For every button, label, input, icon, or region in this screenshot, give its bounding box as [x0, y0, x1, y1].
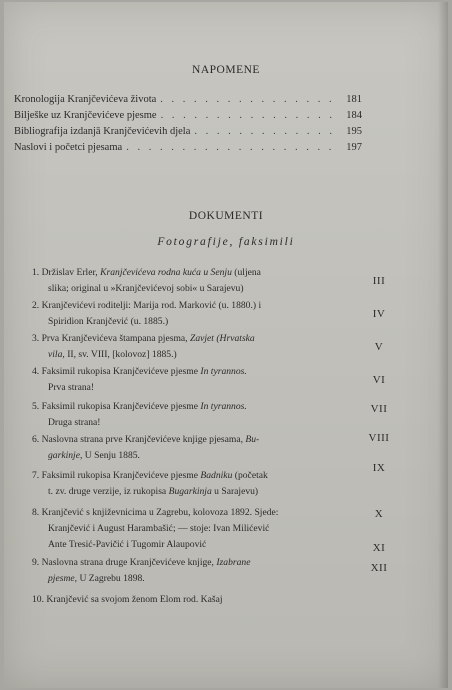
- entry-line: 8. Kranjčević s književnicima u Zagrebu, kolovoza 1892. Sjede:: [32, 507, 279, 518]
- entry-italic-text: pjesme: [48, 573, 75, 584]
- plate-number: XI: [372, 542, 386, 554]
- list-item: [32, 364, 352, 396]
- list-item: [32, 555, 352, 587]
- entry-line: Spiridion Kranjčević (u. 1885.): [48, 316, 169, 327]
- list-item: [32, 468, 352, 500]
- entry-line: [32, 448, 352, 464]
- entry-text: 7. Faksimil rukopisa Kranjčevićeve pjesme: [32, 470, 201, 481]
- toc-page-number: 184: [346, 110, 362, 121]
- entry-text: 9. Naslovna strana druge Kranjčevićeve knjige,: [32, 557, 217, 568]
- plate-number: IV: [372, 308, 386, 320]
- entry-italic-text: garkinje: [48, 450, 80, 461]
- entry-line: [32, 555, 352, 571]
- entry-text: 3. Prva Kranjčevićeva štampana pjesma,: [32, 333, 190, 344]
- entry-line: [32, 399, 352, 415]
- entry-italic-text: Kranjčevićeva rodna kuća u Senju: [100, 267, 232, 278]
- plate-number: IX: [372, 462, 386, 474]
- entry-line: slika; original u »Kranjčevićevoj sobi« u Sarajevu): [48, 283, 244, 294]
- toc-leader-dots: [161, 110, 340, 121]
- entry-line: Kranjčević i August Harambašić; — stoje: Ivan Milićević: [48, 523, 270, 534]
- entry-line: [32, 484, 352, 500]
- entry-text: 4. Faksimil rukopisa Kranjčevićeve pjesme: [32, 366, 201, 377]
- entry-text: 5. Faksimil rukopisa Kranjčevićeve pjesme: [32, 401, 201, 412]
- toc-row: [14, 126, 362, 140]
- toc-row: [14, 110, 362, 124]
- entry-text: , II, sv. VIII, [kolovoz] 1885.): [62, 349, 177, 360]
- entry-text: 1. Držislav Erler,: [32, 267, 101, 278]
- entry-italic-text: Zavjet (Hrvatska: [189, 333, 255, 344]
- toc-page-number: 181: [346, 94, 362, 105]
- entry-line: [32, 571, 352, 587]
- plate-number: VI: [372, 374, 386, 386]
- plate-number: VII: [370, 403, 388, 415]
- book-page: [4, 2, 448, 688]
- plate-number: III: [372, 275, 386, 287]
- toc-leader-dots: [194, 126, 340, 137]
- toc-title: Kronologija Kranjčevićeva života: [14, 94, 157, 105]
- entry-italic-text: Izabrane: [216, 557, 251, 568]
- toc-leader-dots: [126, 142, 340, 153]
- entry-text: 6. Naslovna strana prve Kranjčevićeve knjige pjesama,: [32, 434, 246, 445]
- napomene-heading: NAPOMENE: [192, 64, 260, 76]
- page-fold-shadow: [438, 2, 448, 688]
- toc-title: Bibliografija izdanjā Kranjčevićevih djela: [14, 126, 191, 137]
- plate-number: VIII: [368, 432, 390, 444]
- entry-line: Ante Tresić-Pavičić i Tugomir Alaupović: [48, 539, 207, 550]
- plate-number: XII: [370, 562, 388, 574]
- entry-text: (početak: [232, 470, 268, 481]
- entry-line: 2. Kranjčevićevi roditelji: Marija rod. Marković (u. 1880.) i: [32, 300, 262, 311]
- entry-italic-text: Bu-: [245, 434, 260, 445]
- entry-text: (uljena: [231, 267, 261, 278]
- dokumenti-heading: DOKUMENTI: [188, 210, 264, 222]
- list-item: [32, 592, 352, 608]
- toc-page-number: 197: [346, 142, 362, 153]
- entry-line: Prva strana!: [48, 382, 95, 393]
- entry-text: t. zv. druge verzije, iz rukopisa: [48, 486, 169, 497]
- entry-italic-text: vila: [48, 349, 63, 360]
- list-item: [32, 331, 352, 363]
- plate-number: X: [374, 508, 384, 520]
- list-item: [32, 505, 352, 553]
- entry-text: , U Zagrebu 1898.: [74, 573, 145, 584]
- entry-italic-text: Badniku: [200, 470, 233, 481]
- toc-row: [14, 94, 362, 108]
- entry-italic-text: In tyrannos.: [200, 366, 247, 377]
- list-item: [32, 265, 352, 297]
- entry-text: , U Senju 1885.: [79, 450, 140, 461]
- entry-line: 10. Kranjčević sa svojom ženom Elom rod. Kašaj: [32, 594, 223, 605]
- list-item: [32, 298, 352, 330]
- entry-italic-text: Bugarkinja: [168, 486, 212, 497]
- plate-number: V: [374, 341, 384, 353]
- toc-title: Naslovi i početci pjesama: [14, 142, 123, 153]
- toc-page-number: 195: [346, 126, 362, 137]
- toc-row: [14, 142, 362, 156]
- entry-text: u Sarajevu): [211, 486, 259, 497]
- entry-italic-text: In tyrannos.: [200, 401, 247, 412]
- toc-leader-dots: [160, 94, 340, 105]
- entry-line: [32, 265, 352, 281]
- entry-line: [32, 331, 352, 347]
- toc-title: Bilješke uz Kranjčevićeve pjesme: [14, 110, 157, 121]
- entry-line: [32, 347, 352, 363]
- entry-line: [32, 468, 352, 484]
- entry-line: [32, 364, 352, 380]
- entry-line: Druga strana!: [48, 417, 101, 428]
- dokumenti-subheading: Fotografije, faksimili: [157, 236, 295, 248]
- list-item: [32, 399, 352, 431]
- entry-line: [32, 432, 352, 448]
- list-item: [32, 432, 352, 464]
